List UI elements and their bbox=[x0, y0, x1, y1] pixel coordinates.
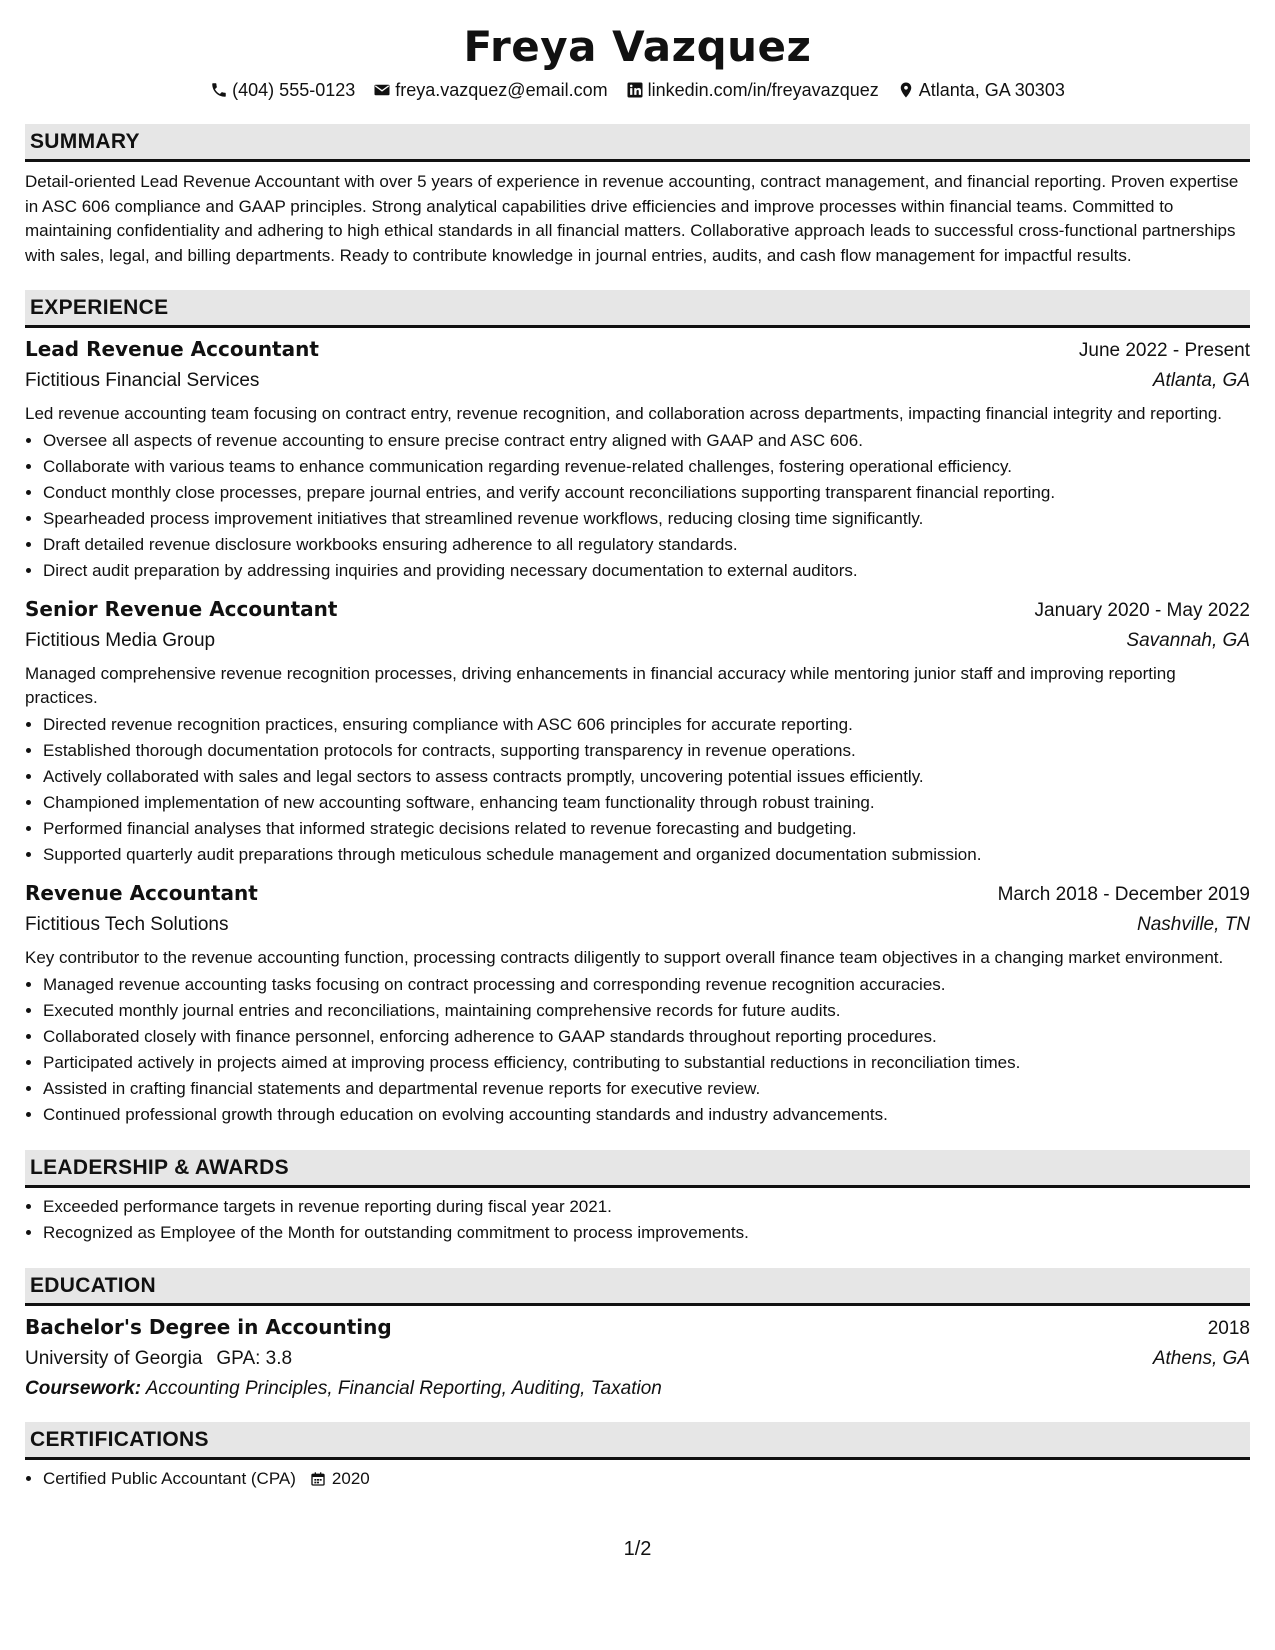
coursework-label: Coursework: bbox=[25, 1378, 142, 1399]
job-bullets bbox=[25, 712, 1250, 868]
list-item: • Oversee all aspects of revenue accounting to ensure precise contract entry aligned with GAAP and ASC 606. bbox=[43, 428, 1250, 454]
job-entry bbox=[25, 594, 1250, 868]
list-item: • Direct audit preparation by addressing inquiries and providing necessary documentation to external auditors. bbox=[43, 558, 1250, 584]
section-title: EXPERIENCE bbox=[25, 290, 1250, 328]
job-dates: March 2018 - December 2019 bbox=[997, 884, 1250, 905]
section-title: EDUCATION bbox=[25, 1268, 1250, 1306]
phone-text: (404) 555-0123 bbox=[232, 80, 356, 100]
degree-title: Bachelor's Degree in Accounting bbox=[25, 1315, 392, 1339]
education-entry bbox=[25, 1312, 1250, 1404]
list-item: • Executed monthly journal entries and reconciliations, maintaining comprehensive records for future audits. bbox=[43, 998, 1250, 1024]
calendar-icon bbox=[310, 1471, 326, 1487]
map-marker-icon bbox=[897, 81, 915, 99]
section-title: CERTIFICATIONS bbox=[25, 1422, 1250, 1460]
phone-icon bbox=[210, 81, 228, 99]
section-title: SUMMARY bbox=[25, 124, 1250, 162]
list-item: • Collaborated closely with finance personnel, enforcing adherence to GAAP standards throughout reporting procedures. bbox=[43, 1024, 1250, 1050]
job-bullets bbox=[25, 428, 1250, 584]
certifications-section bbox=[25, 1422, 1250, 1492]
list-item bbox=[43, 1466, 1250, 1492]
email-link[interactable]: freya.vazquez@email.com bbox=[395, 80, 608, 100]
contact-linkedin[interactable] bbox=[626, 78, 879, 102]
linkedin-link[interactable]: linkedin.com/in/freyavazquez bbox=[647, 80, 879, 100]
section-title: LEADERSHIP & AWARDS bbox=[25, 1150, 1250, 1188]
job-summary: Managed comprehensive revenue recognition processes, driving enhancements in financial accuracy while mentoring junior staff and improving reporting practices. bbox=[25, 664, 1176, 707]
list-item: • Participated actively in projects aimed at improving process efficiency, contributing to substantial reductions in reconciliation times. bbox=[43, 1050, 1250, 1076]
list-item: • Draft detailed revenue disclosure workbooks ensuring adherence to all regulatory standards. bbox=[43, 532, 1250, 558]
summary-text: Detail-oriented Lead Revenue Accountant with over 5 years of experience in revenue accounting, contract management, and financial reporting. Proven expertise in ASC 606 compliance and GAAP principles. Strong analytical capabilities drive efficiencies and improve processes within financial teams. Committed to maintaining confidentiality and adhering to high ethical standards in all financial matters. Collaborative approach leads to successful cross-functional partnerships with sales, legal, and billing departments. Ready to contribute knowledge in journal entries, audits, and cash flow management for impactful results. bbox=[25, 172, 1239, 265]
job-dates: June 2022 - Present bbox=[1078, 340, 1250, 361]
job-entry bbox=[25, 878, 1250, 1128]
company-name: Fictitious Tech Solutions bbox=[25, 914, 229, 935]
cert-name: • Certified Public Accountant (CPA) bbox=[43, 1469, 296, 1488]
list-item: • Directed revenue recognition practices, ensuring compliance with ASC 606 principles for accurate reporting. bbox=[43, 712, 1250, 738]
job-bullets bbox=[25, 972, 1250, 1128]
school-info bbox=[25, 1344, 292, 1374]
job-location: Nashville, TN bbox=[1137, 914, 1250, 935]
job-summary: Key contributor to the revenue accounting function, processing contracts diligently to support overall finance team objectives in a changing market environment. bbox=[25, 948, 1224, 967]
company-name: Fictitious Financial Services bbox=[25, 370, 260, 391]
job-dates: January 2020 - May 2022 bbox=[1034, 600, 1250, 621]
certifications-list bbox=[25, 1466, 1250, 1492]
job-title: Revenue Accountant bbox=[25, 881, 258, 905]
list-item: • Recognized as Employee of the Month for outstanding commitment to process improvements. bbox=[43, 1220, 1250, 1246]
job-location: Atlanta, GA bbox=[1152, 370, 1250, 391]
summary-section bbox=[25, 124, 1250, 268]
job-title: Lead Revenue Accountant bbox=[25, 337, 319, 361]
leadership-section bbox=[25, 1150, 1250, 1246]
graduation-year: 2018 bbox=[1207, 1318, 1250, 1339]
school-name: University of Georgia bbox=[25, 1348, 203, 1369]
list-item: • Established thorough documentation protocols for contracts, supporting transparency in revenue operations. bbox=[43, 738, 1250, 764]
coursework-list: Accounting Principles, Financial Reporting, Auditing, Taxation bbox=[145, 1378, 662, 1399]
job-summary: Led revenue accounting team focusing on contract entry, revenue recognition, and collaboration across departments, impacting financial integrity and reporting. bbox=[25, 404, 1222, 423]
envelope-icon bbox=[373, 81, 391, 99]
contact-phone bbox=[210, 78, 355, 102]
page-number: 1/2 bbox=[623, 1538, 652, 1560]
job-title: Senior Revenue Accountant bbox=[25, 597, 338, 621]
coursework bbox=[25, 1374, 1250, 1404]
candidate-name: Freya Vazquez bbox=[463, 22, 812, 71]
list-item: • Exceeded performance targets in revenue reporting during fiscal year 2021. bbox=[43, 1194, 1250, 1220]
list-item: • Spearheaded process improvement initiatives that streamlined revenue workflows, reducing closing time significantly. bbox=[43, 506, 1250, 532]
company-name: Fictitious Media Group bbox=[25, 630, 216, 651]
gpa-text: GPA: 3.8 bbox=[216, 1348, 293, 1369]
contact-location bbox=[897, 78, 1065, 102]
resume-page bbox=[25, 22, 1250, 1492]
list-item: • Championed implementation of new accounting software, enhancing team functionality through robust training. bbox=[43, 790, 1250, 816]
list-item: • Performed financial analyses that informed strategic decisions related to revenue forecasting and budgeting. bbox=[43, 816, 1250, 842]
contact-bar bbox=[25, 78, 1250, 102]
list-item: • Actively collaborated with sales and legal sectors to assess contracts promptly, uncovering potential issues efficiently. bbox=[43, 764, 1250, 790]
job-location: Savannah, GA bbox=[1126, 630, 1250, 651]
list-item: • Conduct monthly close processes, prepare journal entries, and verify account reconciliations supporting transparent financial reporting. bbox=[43, 480, 1250, 506]
leadership-bullets bbox=[25, 1194, 1250, 1246]
list-item: • Managed revenue accounting tasks focusing on contract processing and corresponding revenue recognition accuracies. bbox=[43, 972, 1250, 998]
job-entry bbox=[25, 334, 1250, 584]
list-item: • Continued professional growth through education on evolving accounting standards and industry advancements. bbox=[43, 1102, 1250, 1128]
location-text: Atlanta, GA 30303 bbox=[918, 80, 1065, 100]
cert-year: 2020 bbox=[331, 1469, 370, 1488]
list-item: • Assisted in crafting financial statements and departmental revenue reports for executive review. bbox=[43, 1076, 1250, 1102]
education-section bbox=[25, 1268, 1250, 1404]
experience-section bbox=[25, 290, 1250, 1128]
linkedin-icon bbox=[626, 81, 644, 99]
contact-email[interactable] bbox=[373, 78, 607, 102]
school-location: Athens, GA bbox=[1152, 1348, 1250, 1369]
list-item: • Collaborate with various teams to enhance communication regarding revenue-related challenges, fostering operational efficiency. bbox=[43, 454, 1250, 480]
list-item: • Supported quarterly audit preparations through meticulous schedule management and organized documentation submission. bbox=[43, 842, 1250, 868]
